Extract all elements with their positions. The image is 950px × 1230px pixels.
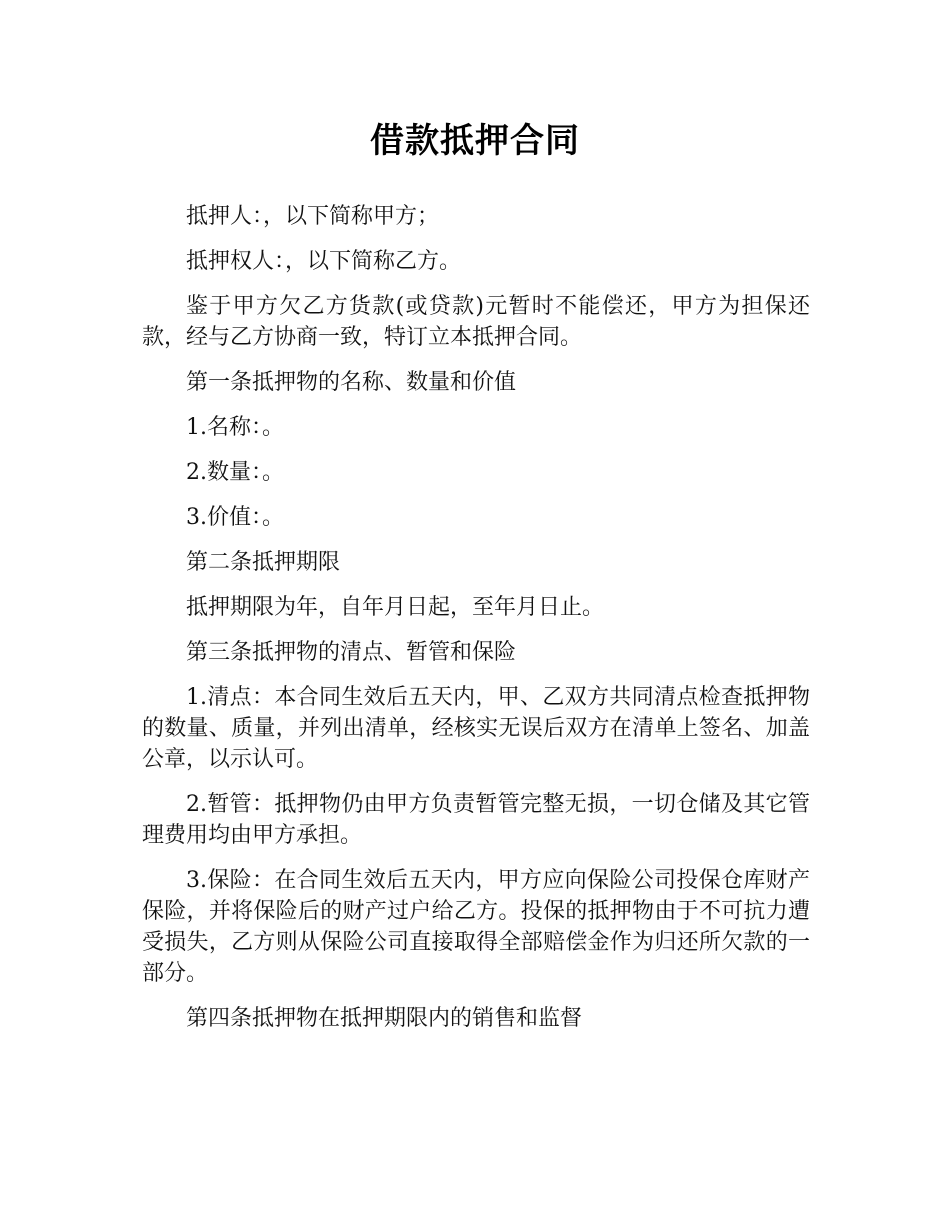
document-body [142,201,810,1048]
article-1-item-value: 3.价值：。 [186,505,284,530]
paragraph-mortgagor: 抵押人：，以下简称甲方； [186,204,440,229]
article-2-heading: 第二条抵押期限 [186,550,341,575]
article-1-heading: 第一条抵押物的名称、数量和价值 [186,370,517,395]
article-2-term: 抵押期限为年，自年月日起，至年月日止。 [186,595,605,620]
article-4-heading: 第四条抵押物在抵押期限内的销售和监督 [186,1006,583,1031]
document-title: 借款抵押合同 [370,121,580,161]
article-1-item-quantity: 2.数量：。 [186,460,284,485]
paragraph-preamble: 鉴于甲方欠乙方货款(或贷款)元暂时不能偿还，甲方为担保还款，经与乙方协商一致，特订立本抵押合同。 [142,294,810,350]
article-3-item-inventory: 1.清点：本合同生效后五天内，甲、乙双方共同清点检查抵押物的数量、质量，并列出清单，经核实无误后双方在清单上签名、加盖公章，以示认可。 [142,685,810,772]
paragraph-mortgagee: 抵押权人：，以下简称乙方。 [186,249,462,274]
article-3-item-insurance: 3.保险：在合同生效后五天内，甲方应向保险公司投保仓库财产保险，并将保险后的财产过户给乙方。投保的抵押物由于不可抗力遭受损失，乙方则从保险公司直接取得全部赔偿金作为归还所欠款的一部分。 [142,868,810,986]
article-3-heading: 第三条抵押物的清点、暂管和保险 [186,640,517,665]
article-3-item-custody: 2.暂管：抵押物仍由甲方负责暂管完整无损，一切仓储及其它管理费用均由甲方承担。 [142,792,810,848]
article-1-item-name: 1.名称：。 [186,415,284,440]
